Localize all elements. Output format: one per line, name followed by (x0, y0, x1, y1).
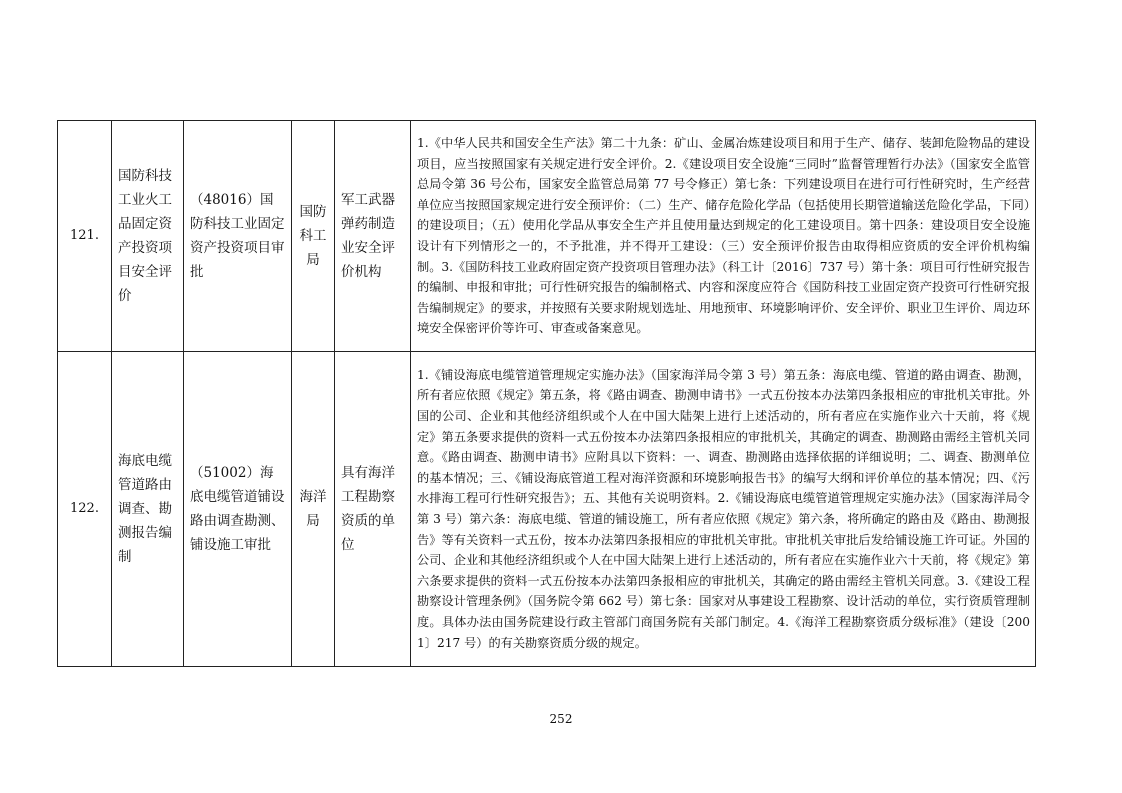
table-row (58, 121, 1036, 352)
table-row (58, 352, 1036, 667)
approval-item: （51002）海底电缆管道铺设路由调查勘测、铺设施工审批 (184, 352, 292, 667)
legal-basis: 1.《铺设海底电缆管道管理规定实施办法》（国家海洋局令第 3 号）第五条：海底电缆、管道的路由调查、勘测，所有者应依照《规定》第五条，将《路由调查、勘测申请书》一式五份按本办法第四条报相应的审批机关审批。外国的公司、企业和其他经济组织或个人在中国大陆架上进行上述活动的，所有者应在实施作业六十天前，将《规定》第五条要求提供的资料一式五份按本办法第四条报相应的审批机关，其确定的调查、勘测路由需经主管机关同意。《路由调查、勘测申请书》应附具以下资料：一、调查、勘测路由选择依据的详细说明；二、调查、勘测单位的基本情况；三、《铺设海底管道工程对海洋资源和环境影响报告书》的编写大纲和评价单位的基本情况；四、《污水排海工程可行性研究报告》；五、其他有关说明资料。2.《铺设海底电缆管道管理规定实施办法》（国家海洋局令第 3 号）第六条：海底电缆、管道的铺设施工，所有者应依照《规定》第六条，将所确定的路由及《路由、勘测报告》等有关资料一式五份，按本办法第四条报相应的审批机关审批。审批机关审批后发给铺设施工许可证。外国的公司、企业和其他经济组织或个人在中国大陆架上进行上述活动的，所有者应在实施作业六十天前，将《规定》第六条要求提供的资料一式五份按本办法第四条报相应的审批机关，其确定的路由需经主管机关同意。3.《建设工程勘察设计管理条例》（国务院令第 662 号）第七条：国家对从事建设工程勘察、设计活动的单位，实行资质管理制度。具体办法由国务院建设行政主管部门商国务院有关部门制定。4.《海洋工程勘察资质分级标准》（建设〔2001〕217 号）的有关勘察资质分级的规定。 (411, 352, 1036, 667)
implementing-org: 军工武器弹药制造业安全评价机构 (335, 121, 411, 352)
item-number: 122. (58, 352, 112, 667)
item-number: 121. (58, 121, 112, 352)
item-name: 海底电缆管道路由调查、勘测报告编制 (112, 352, 184, 667)
service-items-table (57, 120, 1036, 667)
approval-item: （48016）国防科技工业固定资产投资项目审批 (184, 121, 292, 352)
page-number: 252 (549, 712, 573, 726)
item-name: 国防科技工业火工品固定资产投资项目安全评价 (112, 121, 184, 352)
legal-basis: 1.《中华人民共和国安全生产法》第二十九条：矿山、金属冶炼建设项目和用于生产、储存、装卸危险物品的建设项目，应当按照国家有关规定进行安全评价。2.《建设项目安全设施“三同时”监督管理暂行办法》（国家安全监管总局令第 36 号公布，国家安全监管总局第 77 号令修正）第七条：下列建设项目在进行可行性研究时，生产经营单位应当按照国家规定进行安全预评价：（二）生产、储存危险化学品（包括使用长期管道输送危险化学品，下同）的建设项目；（五）使用化学品从事安全生产并且使用量达到规定的化工建设项目。第十四条：建设项目安全设施设计有下列情形之一的，不予批准，并不得开工建设：（三）安全预评价报告由取得相应资质的安全评价机构编制。3.《国防科技工业政府固定资产投资项目管理办法》（科工计〔2016〕737 号）第十条：项目可行性研究报告的编制、申报和审批；可行性研究报告的编制格式、内容和深度应符合《国防科技工业固定资产投资可行性研究报告编制规定》的要求，并按照有关要求附规划选址、用地预审、环境影响评价、安全评价、职业卫生评价、周边环境安全保密评价等许可、审查或备案意见。 (411, 121, 1036, 352)
implementing-org: 具有海洋工程勘察资质的单位 (335, 352, 411, 667)
department: 国防科工局 (292, 121, 335, 352)
department: 海洋局 (292, 352, 335, 667)
